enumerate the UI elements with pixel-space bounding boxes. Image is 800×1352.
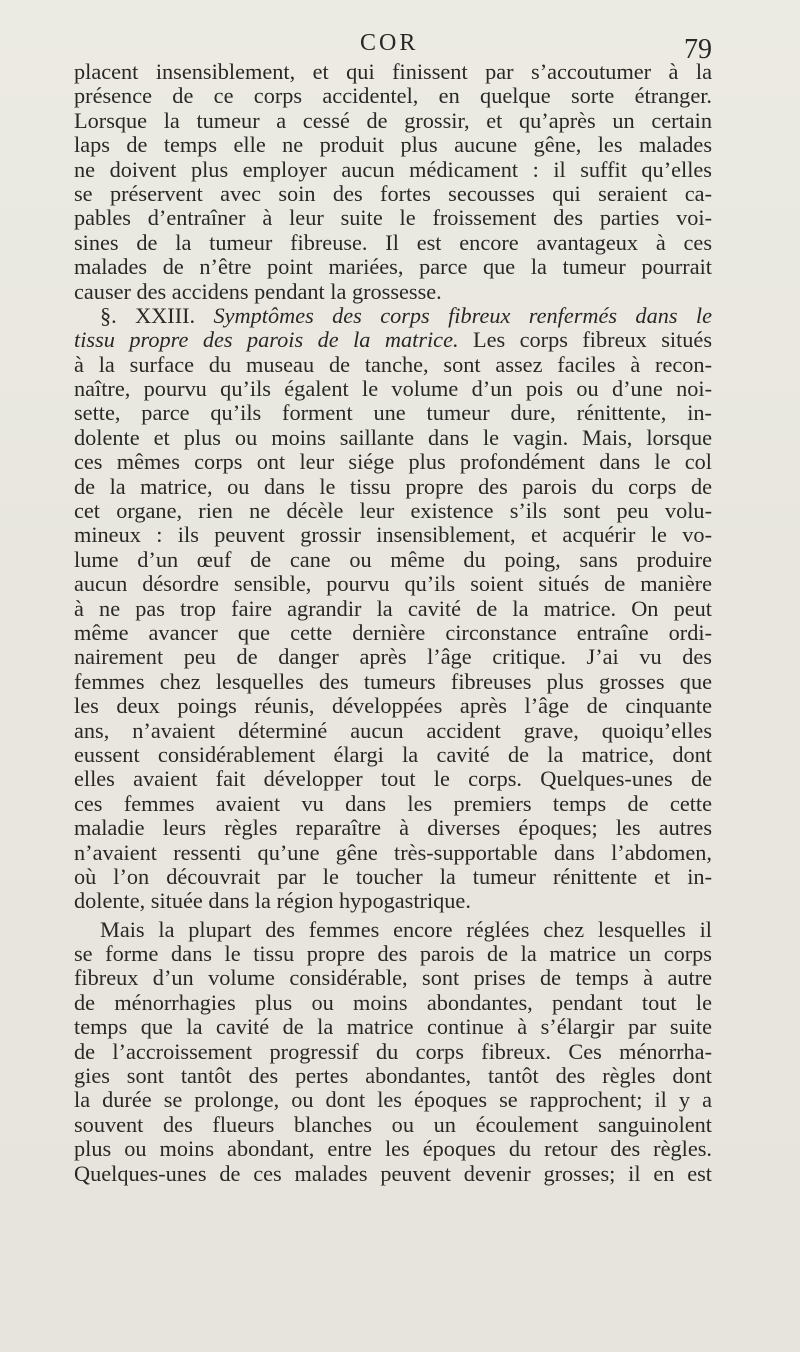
text-line: Quelques-unes de ces malades peuvent devenir grosses; il en est [74,1160,712,1186]
section-heading-line [74,304,712,328]
text-line: lume d’un œuf de cane ou même du poing, sans produire [74,546,712,572]
text-line: ne doivent plus employer aucun médicament : il suffit qu’elles [74,156,712,182]
text-line: à ne pas trop faire agrandir la cavité de la matrice. On peut [74,595,712,621]
text-line: se forme dans le tissu propre des parois de la matrice un corps [74,941,712,967]
section-heading-cont: tissu propre des parois de la matrice. [74,327,459,353]
text-line: à la surface du museau de tanche, sont assez faciles à recon- [74,351,712,377]
running-title: COR [360,30,419,56]
text-line: présence de ce corps accidentel, en quelque sorte étranger. [74,83,712,109]
text-line: pables d’entraîner à leur suite le froissement des parties voi- [74,205,712,231]
body-text [74,60,712,1186]
page-number: 79 [684,34,712,65]
text-line: de ménorrhagies plus ou moins abondantes, pendant tout le [74,989,712,1015]
text-line: eussent considérablement élargi la cavité de la matrice, dont [74,741,712,767]
text-run: Les corps fibreux situés [458,327,712,353]
text-line: aucun désordre sensible, pourvu qu’ils soient situés de manière [74,571,712,597]
text-line: sines de la tumeur fibreuse. Il est encore avantageux à ces [74,229,712,255]
text-line: fibreux d’un volume considérable, sont prises de temps à autre [74,965,712,991]
text-line: où l’on découvrait par le toucher la tumeur rénittente et in- [74,863,712,889]
text-line: laps de temps elle ne produit plus aucune gêne, les malades [74,132,712,158]
text-line: causer des accidens pendant la grossesse. [74,278,442,304]
text-line: mineux : ils peuvent grossir insensiblement, et acquérir le vo- [74,522,712,548]
text-line: la durée se prolonge, ou dont les époques se rapprochent; il y a [74,1087,712,1113]
text-line: Mais la plupart des femmes encore réglées chez lesquelles il [100,916,712,942]
section-label: §. XXIII. [100,302,196,328]
text-line: maladie leurs règles reparaître à diverses époques; les autres [74,815,712,841]
text-line: ans, n’avaient déterminé aucun accident grave, quoiqu’elles [74,717,712,743]
text-line: sette, parce qu’ils forment une tumeur dure, rénittente, in- [74,400,712,426]
text-line: les deux poings réunis, développées après l’âge de cinquante [74,693,712,719]
text-line: n’avaient ressenti qu’une gêne très-supportable dans l’abdomen, [74,839,712,865]
text-line: naître, pourvu qu’ils égalent le volume d’un pois ou d’une noi- [74,376,712,402]
text-line: souvent des flueurs blanches ou un écoulement sanguinolent [74,1111,712,1137]
text-line: Lorsque la tumeur a cessé de grossir, et qu’après un certain [74,107,712,133]
text-line: plus ou moins abondant, entre les époques du retour des règles. [74,1136,712,1162]
text-line: dolente, située dans la région hypogastrique. [74,888,471,914]
text-line: de l’accroissement progressif du corps fibreux. Ces ménorrha- [74,1038,712,1064]
text-line: malades de n’être point mariées, parce que la tumeur pourrait [74,254,712,280]
text-line: femmes chez lesquelles des tumeurs fibreuses plus grosses que [74,668,712,694]
text-line: placent insensiblement, et qui finissent par s’accoutumer à la [74,59,712,84]
text-line: se préservent avec soin des fortes secousses qui seraient ca- [74,180,712,206]
text-line: dolente et plus ou moins saillante dans le vagin. Mais, lorsque [74,424,712,450]
text-line: même avancer que cette dernière circonstance entraîne ordi- [74,619,712,645]
text-line: ces mêmes corps ont leur siége plus profondément dans le col [74,449,712,475]
text-line: gies sont tantôt des pertes abondantes, tantôt des règles dont [74,1063,712,1089]
text-line: nairement peu de danger après l’âge critique. J’ai vu des [74,644,712,670]
text-line: elles avaient fait développer tout le corps. Quelques-unes de [74,766,712,792]
section-heading: Symptômes des corps fibreux renfermés dans le [213,302,712,328]
section-heading-line [74,328,712,352]
text-line: de la matrice, ou dans le tissu propre des parois du corps de [74,473,712,499]
text-line: cet organe, rien ne décèle leur existence s’ils sont peu volu- [74,498,712,524]
text-line: temps que la cavité de la matrice continue à s’élargir par suite [74,1014,712,1040]
text-line: ces femmes avaient vu dans les premiers temps de cette [74,790,712,816]
